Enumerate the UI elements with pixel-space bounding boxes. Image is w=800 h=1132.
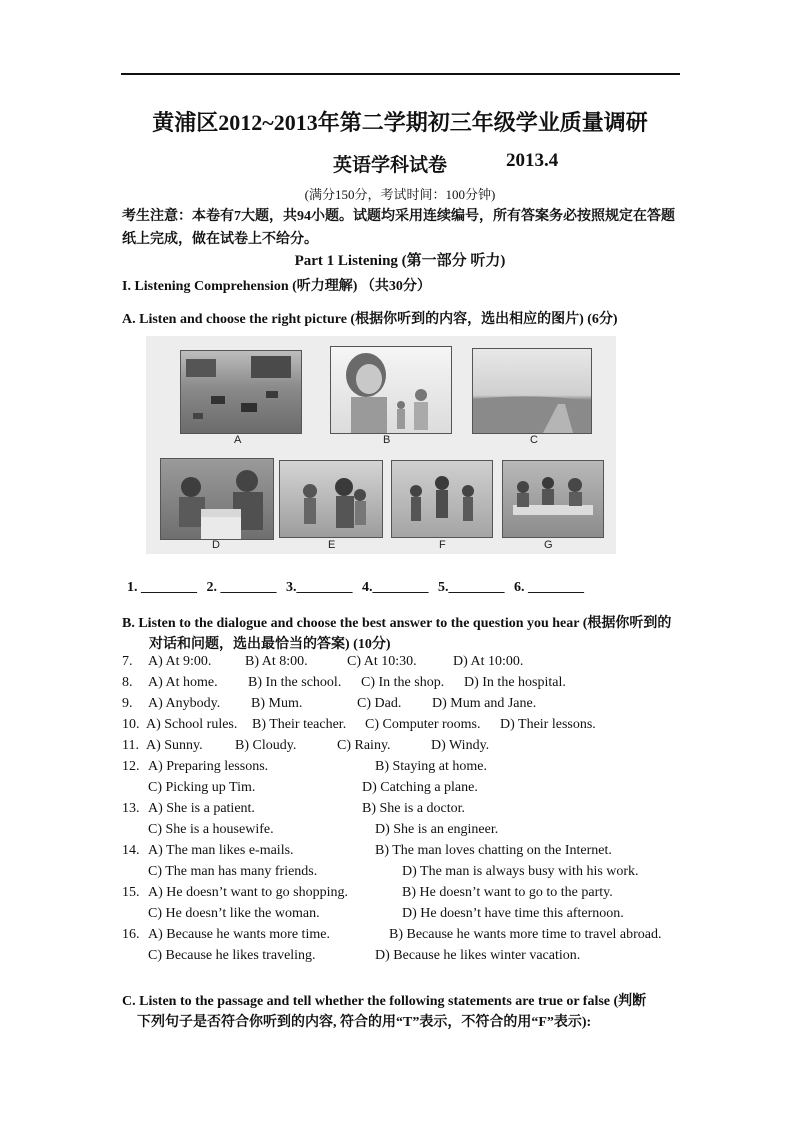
picture-c [472,348,592,434]
picture-g [502,460,604,538]
notice-line-2: 纸上完成，做在试卷上不给分。 [122,232,318,247]
option-c: C) At 10:30. [347,654,417,669]
picture-label-a: A [234,434,242,446]
option-b: B) Staying at home. [375,759,487,774]
option-d: D) Catching a plane. [362,780,478,795]
option-c: C) Computer rooms. [365,717,481,732]
picture-label-g: G [544,539,553,551]
picture-label-f: F [439,539,446,551]
option-c: C) He doesn’t like the woman. [148,906,320,921]
blank-4[interactable]: 4.________ [362,580,429,595]
picture-b [330,346,452,434]
option-c: C) The man has many friends. [148,864,318,879]
option-a: A) At 9:00. [148,654,212,669]
option-a: A) Sunny. [146,738,203,753]
option-b: B) Mum. [251,696,303,711]
option-b: B) Their teacher. [252,717,347,732]
option-c: C) She is a housewife. [148,822,274,837]
picture-d [160,458,274,540]
option-c: C) Picking up Tim. [148,780,256,795]
picture-f [391,460,493,538]
question-number: 16. [122,927,140,942]
blank-2[interactable]: 2. ________ [206,580,277,595]
section-b-heading-2: 对话和问题，选出最恰当的答案) (10分) [149,637,391,652]
question-number: 14. [122,843,140,858]
picture-e [279,460,383,538]
blank-6[interactable]: 6. ________ [514,580,584,595]
exam-title: 黄浦区2012~2013年第二学期初三年级学业质量调研 [152,110,648,135]
option-b: B) He doesn’t want to go to the party. [402,885,613,900]
option-b: B) Because he wants more time to travel abroad. [389,927,662,942]
option-a: A) He doesn’t want to go shopping. [148,885,348,900]
option-b: B) The man loves chatting on the Internet. [375,843,612,858]
exam-info: (满分150分，考试时间：100分钟) [304,187,496,202]
option-c: C) Rainy. [337,738,391,753]
blank-3[interactable]: 3.________ [286,580,353,595]
picture-label-d: D [212,539,220,551]
blank-5[interactable]: 5.________ [438,580,505,595]
option-b: B) She is a doctor. [362,801,466,816]
notice-line-1: 考生注意：本卷有7大题，共94小题。试题均采用连续编号，所有答案务必按照规定在答题 [122,209,675,224]
option-d: D) He doesn’t have time this afternoon. [402,906,624,921]
option-a: A) Because he wants more time. [148,927,330,942]
option-d: D) At 10:00. [453,654,524,669]
question-number: 10. [122,717,140,732]
option-d: D) In the hospital. [464,675,566,690]
option-c: C) Dad. [357,696,402,711]
option-a: A) School rules. [146,717,238,732]
question-number: 13. [122,801,140,816]
question-number: 7. [122,654,133,669]
option-c: C) In the shop. [361,675,445,690]
question-number: 8. [122,675,133,690]
option-a: A) Preparing lessons. [148,759,269,774]
option-d: D) Their lessons. [500,717,596,732]
picture-label-b: B [383,434,391,446]
option-d: D) Windy. [431,738,490,753]
option-d: D) Mum and Jane. [432,696,537,711]
option-d: D) She is an engineer. [375,822,499,837]
option-d: D) The man is always busy with his work. [402,864,639,879]
question-number: 12. [122,759,140,774]
question-number: 9. [122,696,133,711]
exam-subtitle: 英语学科试卷 [333,155,448,176]
option-b: B) At 8:00. [245,654,308,669]
picture-label-c: C [530,434,538,446]
answer-blanks [127,580,590,596]
question-number: 15. [122,885,140,900]
picture-label-e: E [328,539,336,551]
section-c-heading-2: 下列句子是否符合你听到的内容, 符合的用“T”表示，不符合的用“F”表示): [137,1015,592,1030]
option-a: A) Anybody. [148,696,221,711]
option-a: A) The man likes e-mails. [148,843,294,858]
section-1-heading: I. Listening Comprehension (听力理解) （共30分） [122,279,431,294]
picture-panel [146,336,616,554]
section-a-heading: A. Listen and choose the right picture (根据你听到的内容，选出相应的图片) (6分) [122,312,618,327]
option-c: C) Because he likes traveling. [148,948,316,963]
option-b: B) Cloudy. [235,738,297,753]
picture-a [180,350,302,434]
option-d: D) Because he likes winter vacation. [375,948,581,963]
section-b-heading-1: B. Listen to the dialogue and choose the best answer to the question you hear (根据你听到的 [122,616,672,631]
blank-1[interactable]: 1. ________ [127,580,197,595]
exam-date: 2013.4 [506,150,559,171]
option-a: A) At home. [148,675,218,690]
option-a: A) She is a patient. [148,801,255,816]
section-c-heading-1: C. Listen to the passage and tell whether the following statements are true or false (判断 [122,994,647,1009]
option-b: B) In the school. [248,675,342,690]
part1-title: Part 1 Listening (第一部分 听力) [294,253,506,269]
top-rule [121,73,680,75]
question-number: 11. [122,738,139,753]
